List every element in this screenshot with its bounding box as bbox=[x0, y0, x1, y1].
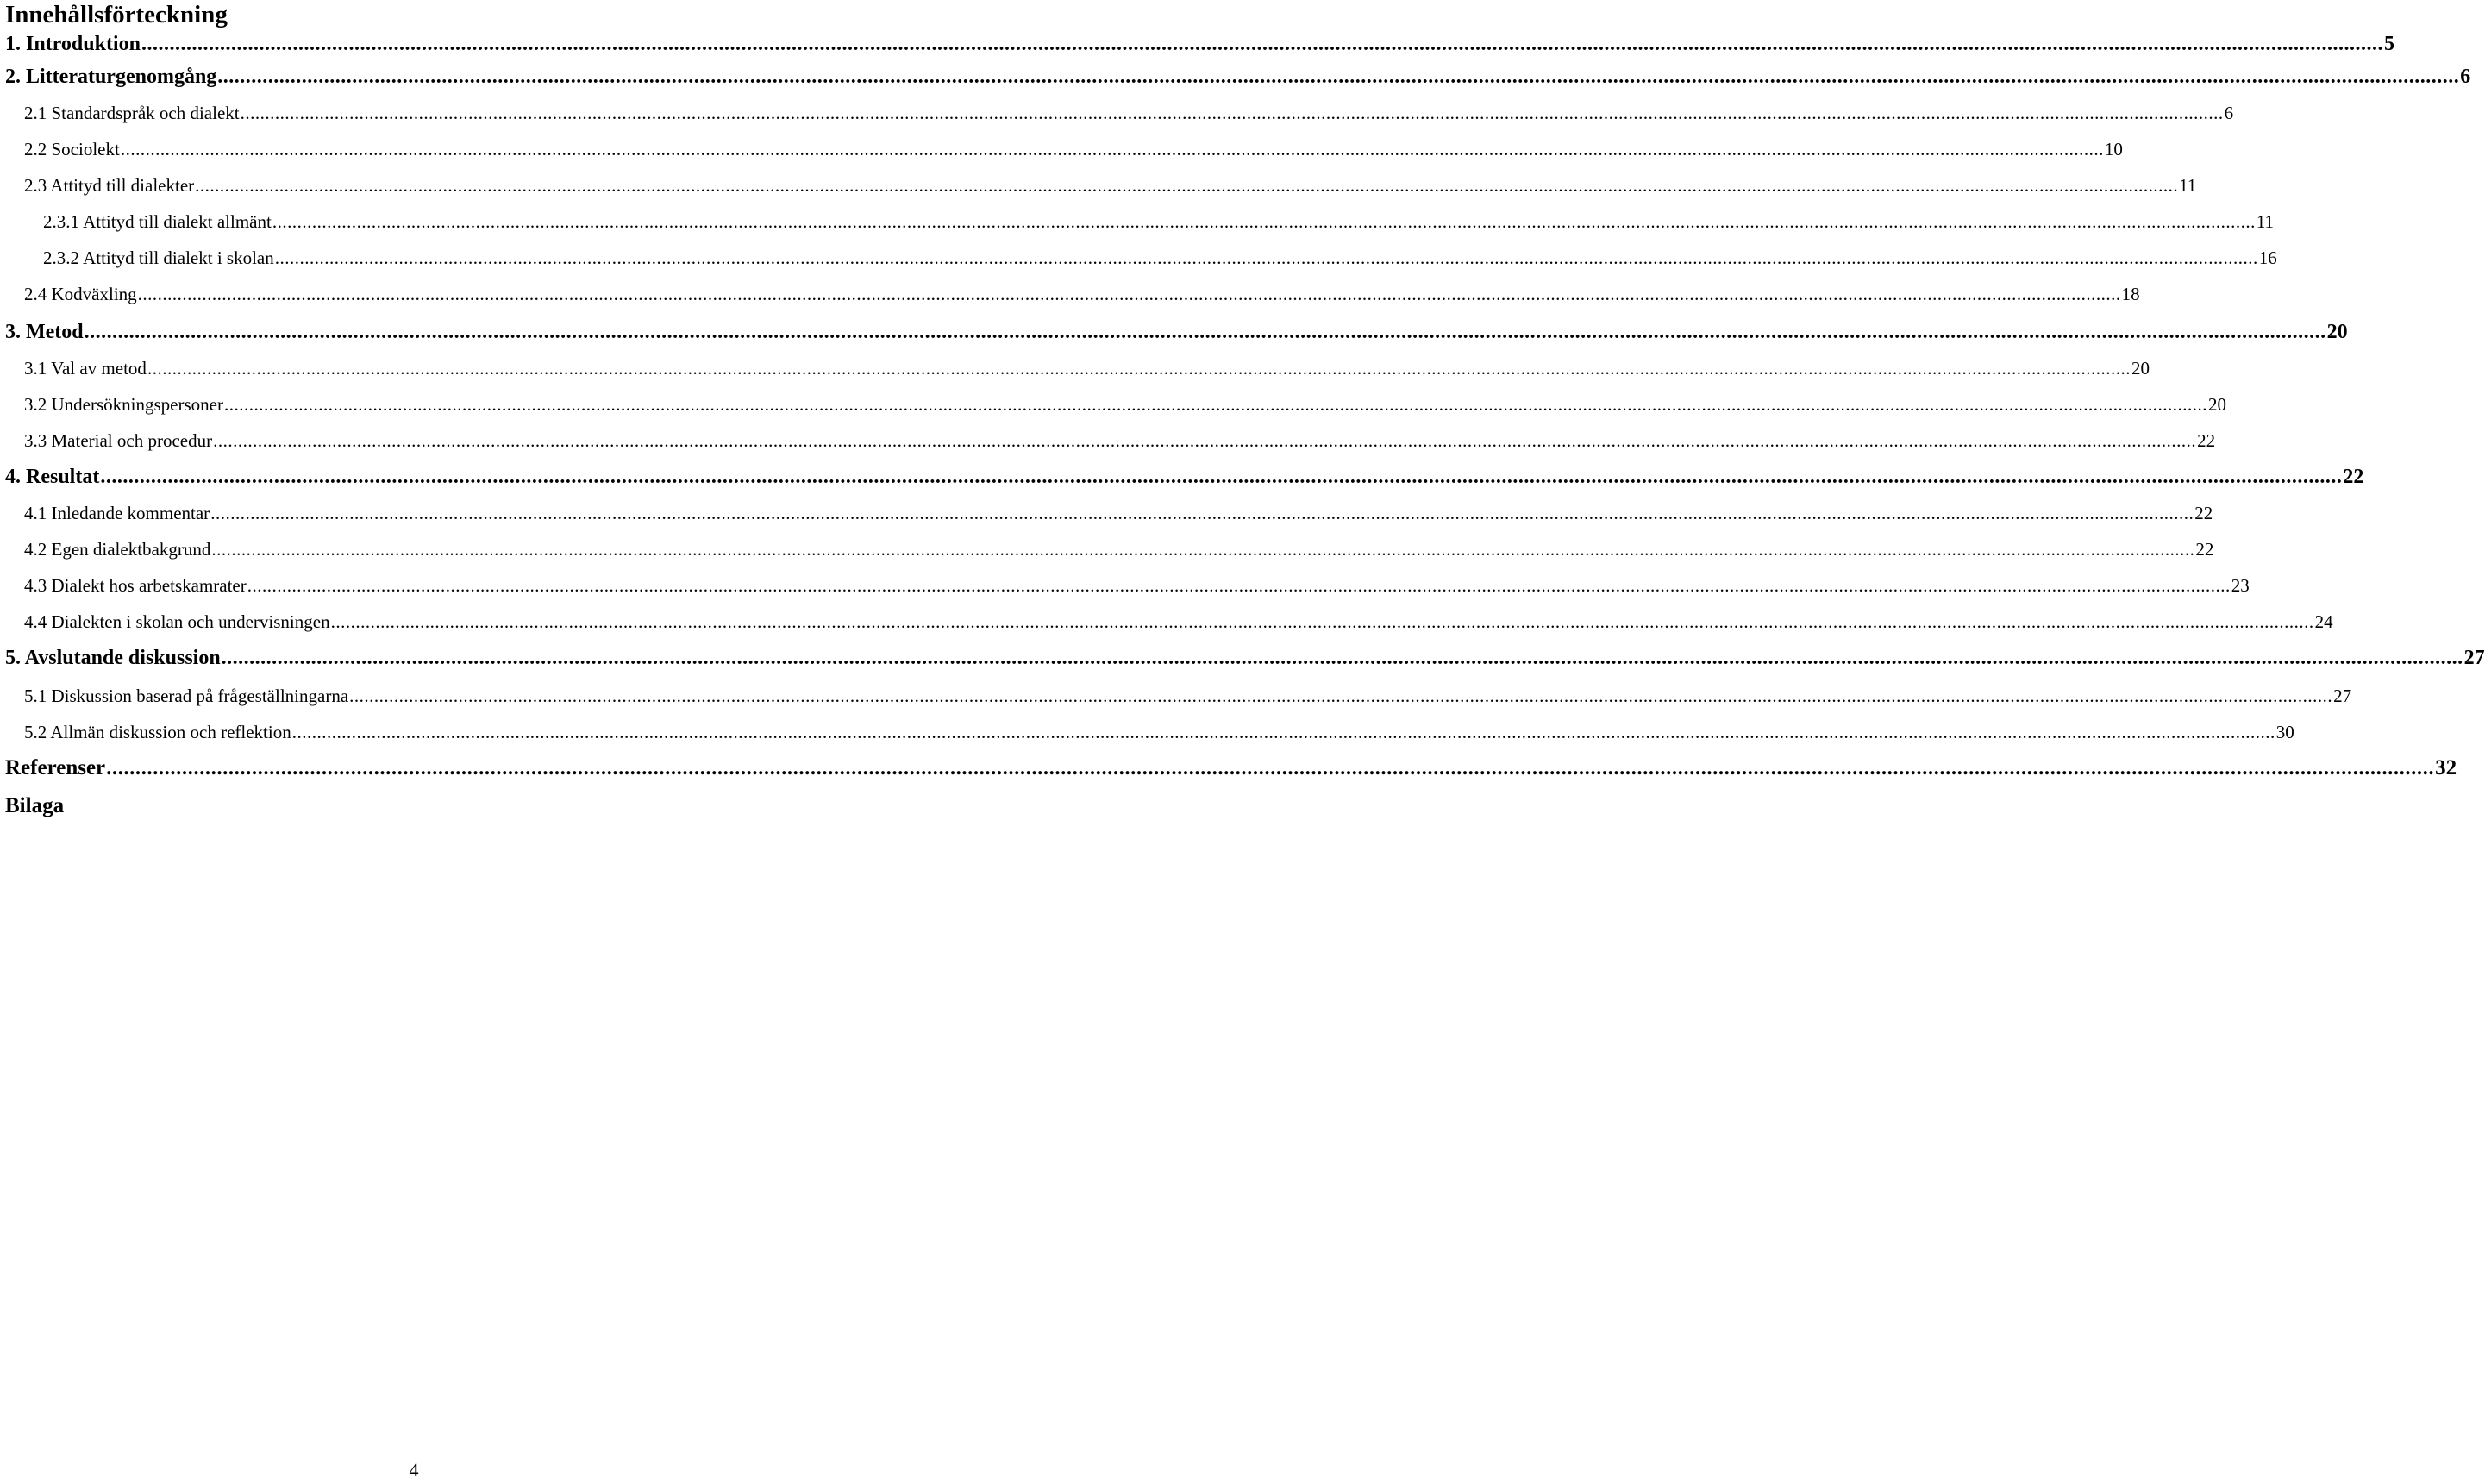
toc-entry[interactable] bbox=[5, 645, 2485, 671]
toc-entry-title: 2.1 Standardspråk och dialekt bbox=[24, 103, 240, 123]
toc-entry-title: 4. Resultat bbox=[5, 466, 100, 488]
toc-dot-leader: ................................................................................................................................................................................................................................................................................................................................................................................................................ bbox=[141, 33, 2383, 55]
toc-dot-leader: ................................................................................................................................................................................................................................................................................................................................................................................................................ bbox=[84, 321, 2326, 343]
toc-heading: Innehållsförteckning bbox=[5, 1, 228, 28]
toc-entry[interactable] bbox=[24, 428, 2216, 454]
toc-entry[interactable] bbox=[24, 136, 2123, 162]
toc-entry-title: 3.3 Material och procedur bbox=[24, 430, 213, 451]
toc-dot-leader: ................................................................................................................................................................................................................................................................................................................................................................................................................ bbox=[223, 394, 2207, 415]
toc-dot-leader: ................................................................................................................................................................................................................................................................................................................................................................................................................ bbox=[330, 611, 2314, 632]
toc-entry-page: 6 bbox=[2224, 103, 2234, 123]
toc-entry[interactable] bbox=[24, 609, 2333, 635]
toc-entry[interactable] bbox=[24, 391, 2226, 417]
toc-entry[interactable] bbox=[5, 464, 2364, 490]
toc-dot-leader: ................................................................................................................................................................................................................................................................................................................................................................................................................ bbox=[100, 466, 2343, 488]
toc-entry-page: 22 bbox=[2343, 466, 2364, 488]
toc-entry[interactable] bbox=[5, 31, 2394, 57]
toc-entry[interactable] bbox=[24, 719, 2294, 745]
toc-entry-title: 2.3.1 Attityd till dialekt allmänt bbox=[43, 211, 272, 232]
toc-entry[interactable] bbox=[43, 245, 2277, 271]
toc-entry-page: 20 bbox=[2131, 358, 2150, 379]
toc-entry-title: 3.1 Val av metod bbox=[24, 358, 147, 379]
toc-entry-title: 3. Metod bbox=[5, 321, 84, 343]
toc-entry[interactable] bbox=[24, 536, 2214, 562]
toc-entry-page: 27 bbox=[2463, 647, 2485, 669]
toc-entry-page: 22 bbox=[2197, 430, 2216, 451]
toc-entry-page: 22 bbox=[2195, 539, 2214, 560]
toc-entry-title: 2.3 Attityd till dialekter bbox=[24, 175, 195, 196]
toc-dot-leader: ................................................................................................................................................................................................................................................................................................................................................................................................................ bbox=[195, 175, 2179, 196]
toc-entry-title: 2.2 Sociolekt bbox=[24, 139, 120, 160]
toc-entry[interactable] bbox=[5, 64, 2471, 90]
toc-dot-leader: ................................................................................................................................................................................................................................................................................................................................................................................................................ bbox=[291, 722, 2275, 742]
toc-entry[interactable] bbox=[5, 319, 2348, 345]
toc-entry-page: 27 bbox=[2333, 686, 2352, 706]
toc-entry[interactable] bbox=[24, 355, 2150, 381]
toc-entry-title: 5.2 Allmän diskussion och reflektion bbox=[24, 722, 291, 742]
toc-entry-title: 4.3 Dialekt hos arbetskamrater bbox=[24, 575, 247, 596]
toc-entry[interactable] bbox=[24, 500, 2213, 526]
toc-dot-leader: ................................................................................................................................................................................................................................................................................................................................................................................................................ bbox=[106, 756, 2435, 780]
toc-entry-title: 4.4 Dialekten i skolan och undervisningen bbox=[24, 611, 330, 632]
toc-entry-page: 11 bbox=[2256, 211, 2275, 232]
toc-entry-title: 3.2 Undersökningspersoner bbox=[24, 394, 223, 415]
toc-entry[interactable] bbox=[5, 793, 824, 819]
toc-entry-page: 6 bbox=[2460, 66, 2471, 88]
toc-entry[interactable] bbox=[24, 683, 2352, 709]
toc-entry[interactable] bbox=[24, 573, 2250, 598]
toc-entry-title: 2.4 Kodväxling bbox=[24, 284, 137, 304]
toc-dot-leader: ................................................................................................................................................................................................................................................................................................................................................................................................................ bbox=[349, 686, 2333, 706]
toc-entry-title: Bilaga bbox=[5, 794, 65, 817]
page-number: 4 bbox=[409, 1459, 419, 1481]
toc-entry[interactable] bbox=[43, 209, 2275, 235]
toc-entry-title: 5.1 Diskussion baserad på frågeställningarna bbox=[24, 686, 349, 706]
toc-entry-page: 18 bbox=[2121, 284, 2140, 304]
toc-entry-page: 24 bbox=[2314, 611, 2333, 632]
toc-dot-leader: ................................................................................................................................................................................................................................................................................................................................................................................................................ bbox=[247, 575, 2231, 596]
toc-entry-page: 16 bbox=[2258, 247, 2277, 268]
toc-entry-page: 30 bbox=[2275, 722, 2294, 742]
toc-dot-leader: ................................................................................................................................................................................................................................................................................................................................................................................................................ bbox=[240, 103, 2224, 123]
toc-entry-page: 32 bbox=[2435, 756, 2457, 780]
toc-entry[interactable] bbox=[24, 172, 2197, 198]
toc-entry-page: 22 bbox=[2194, 503, 2213, 523]
toc-entry[interactable] bbox=[24, 100, 2234, 126]
toc-entry-title: 4.2 Egen dialektbakgrund bbox=[24, 539, 211, 560]
toc-entry-page: 5 bbox=[2383, 33, 2394, 55]
toc-entry-title: 1. Introduktion bbox=[5, 33, 141, 55]
toc-entry[interactable] bbox=[5, 755, 2457, 781]
toc-entry-title: 5. Avslutande diskussion bbox=[5, 647, 221, 669]
toc-entry-page: 10 bbox=[2104, 139, 2123, 160]
toc-dot-leader: ................................................................................................................................................................................................................................................................................................................................................................................................................ bbox=[210, 503, 2194, 523]
toc-entry-title: 4.1 Inledande kommentar bbox=[24, 503, 210, 523]
toc-entry-title: Referenser bbox=[5, 756, 106, 780]
toc-dot-leader: ................................................................................................................................................................................................................................................................................................................................................................................................................ bbox=[272, 211, 2256, 232]
toc-dot-leader: ................................................................................................................................................................................................................................................................................................................................................................................................................ bbox=[147, 358, 2131, 379]
toc-entry-title: 2. Litteraturgenomgång bbox=[5, 66, 217, 88]
toc-dot-leader: ................................................................................................................................................................................................................................................................................................................................................................................................................ bbox=[274, 247, 2258, 268]
toc-dot-leader: ................................................................................................................................................................................................................................................................................................................................................................................................................ bbox=[217, 66, 2460, 88]
toc-dot-leader: ................................................................................................................................................................................................................................................................................................................................................................................................................ bbox=[221, 647, 2463, 669]
toc-entry-page: 23 bbox=[2231, 575, 2250, 596]
toc-dot-leader: ................................................................................................................................................................................................................................................................................................................................................................................................................ bbox=[213, 430, 2197, 451]
toc-dot-leader: ................................................................................................................................................................................................................................................................................................................................................................................................................ bbox=[120, 139, 2104, 160]
toc-entry-page: 20 bbox=[2326, 321, 2348, 343]
toc-entry[interactable] bbox=[24, 281, 2140, 307]
toc-dot-leader: ................................................................................................................................................................................................................................................................................................................................................................................................................ bbox=[211, 539, 2195, 560]
toc-entry-page: 11 bbox=[2179, 175, 2197, 196]
toc-entry-title: 2.3.2 Attityd till dialekt i skolan bbox=[43, 247, 274, 268]
toc-entry-page: 20 bbox=[2207, 394, 2226, 415]
toc-dot-leader: ................................................................................................................................................................................................................................................................................................................................................................................................................ bbox=[137, 284, 2121, 304]
